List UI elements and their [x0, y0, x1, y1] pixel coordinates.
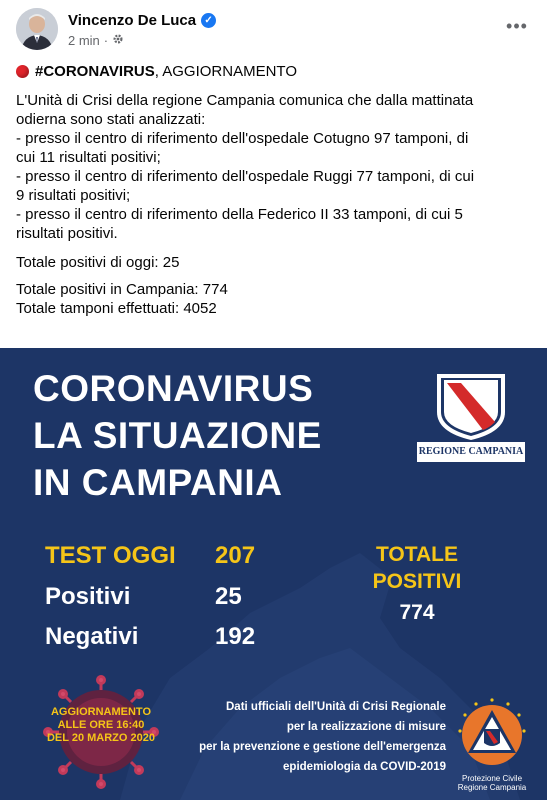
verified-badge-icon: ✓ — [201, 13, 216, 28]
update-line: DEL 20 MARZO 2020 — [46, 732, 155, 744]
body-line: - presso il centro di riferimento dell'ospedale Ruggi 77 tamponi, di cui — [16, 168, 475, 185]
body-line: risultati positivi. — [16, 225, 118, 242]
post-image[interactable] — [0, 348, 547, 800]
post-timestamp[interactable]: 2 min — [68, 33, 100, 48]
pc-line: Regione Campania — [457, 783, 527, 792]
totale-title: TOTALE — [375, 543, 459, 566]
positivi-label: Positivi — [45, 583, 131, 610]
post-meta — [68, 33, 124, 48]
post-headline — [16, 62, 536, 81]
headline-rest: , AGGIORNAMENTO — [154, 63, 297, 80]
totale-tamponi: Totale tamponi effettuati: 4052 — [16, 300, 217, 317]
body-line: odierna sono stati analizzati: — [16, 111, 206, 128]
post-text — [16, 62, 536, 318]
image-title-line: IN CAMPANIA — [33, 462, 283, 503]
negativi-label: Negativi — [45, 623, 139, 650]
totale-oggi: Totale positivi di oggi: 25 — [16, 254, 180, 271]
pc-line: Protezione Civile — [461, 774, 523, 783]
update-line: AGGIORNAMENTO — [50, 706, 152, 718]
positivi-value: 25 — [215, 583, 242, 610]
gear-icon[interactable] — [112, 33, 124, 48]
totale-campania: Totale positivi in Campania: 774 — [16, 281, 228, 298]
body-line: cui 11 risultati positivi; — [16, 149, 161, 166]
meta-separator: · — [103, 33, 109, 48]
info-line: epidemiologia da COVID-2019 — [283, 761, 446, 773]
official-data-note — [196, 697, 446, 777]
info-line: per la prevenzione e gestione dell'emergenza — [199, 741, 446, 753]
author-avatar[interactable] — [16, 8, 58, 50]
body-line: L'Unità di Crisi della regione Campania comunica che dalla mattinata — [16, 92, 474, 109]
info-line: Dati ufficiali dell'Unità di Crisi Regionale — [226, 701, 446, 713]
update-line: ALLE ORE 16:40 — [57, 719, 145, 731]
image-title-line: CORONAVIRUS — [33, 368, 314, 409]
test-oggi-value: 207 — [215, 542, 256, 569]
body-line: - presso il centro di riferimento dell'ospedale Cotugno 97 tamponi, di — [16, 130, 469, 147]
regione-campania-logo — [417, 370, 525, 464]
negativi-value: 192 — [215, 623, 256, 650]
post-header — [0, 0, 547, 56]
more-horizontal-icon: ••• — [506, 15, 528, 36]
red-circle-icon — [16, 65, 29, 78]
author-name[interactable]: Vincenzo De Luca — [68, 11, 197, 29]
info-line: per la realizzazione di misure — [286, 721, 446, 733]
region-label: REGIONE CAMPANIA — [417, 442, 525, 462]
campania-coat-of-arms-icon — [417, 370, 525, 442]
body-line: - presso il centro di riferimento della Federico II 33 tamponi, di cui 5 — [16, 206, 463, 223]
protezione-civile-label — [452, 774, 532, 792]
more-options-button[interactable] — [503, 14, 531, 38]
positivi-title: POSITIVI — [372, 570, 462, 593]
test-oggi-label: TEST OGGI — [45, 542, 176, 569]
protezione-civile-logo-icon — [456, 695, 528, 785]
image-title-line: LA SITUAZIONE — [33, 415, 322, 456]
body-line: 9 risultati positivi; — [16, 187, 131, 204]
totale-positivi-value: 774 — [399, 601, 435, 624]
hashtag-link[interactable]: #CORONAVIRUS — [35, 63, 155, 80]
author-row — [68, 10, 216, 30]
update-note — [36, 706, 166, 745]
